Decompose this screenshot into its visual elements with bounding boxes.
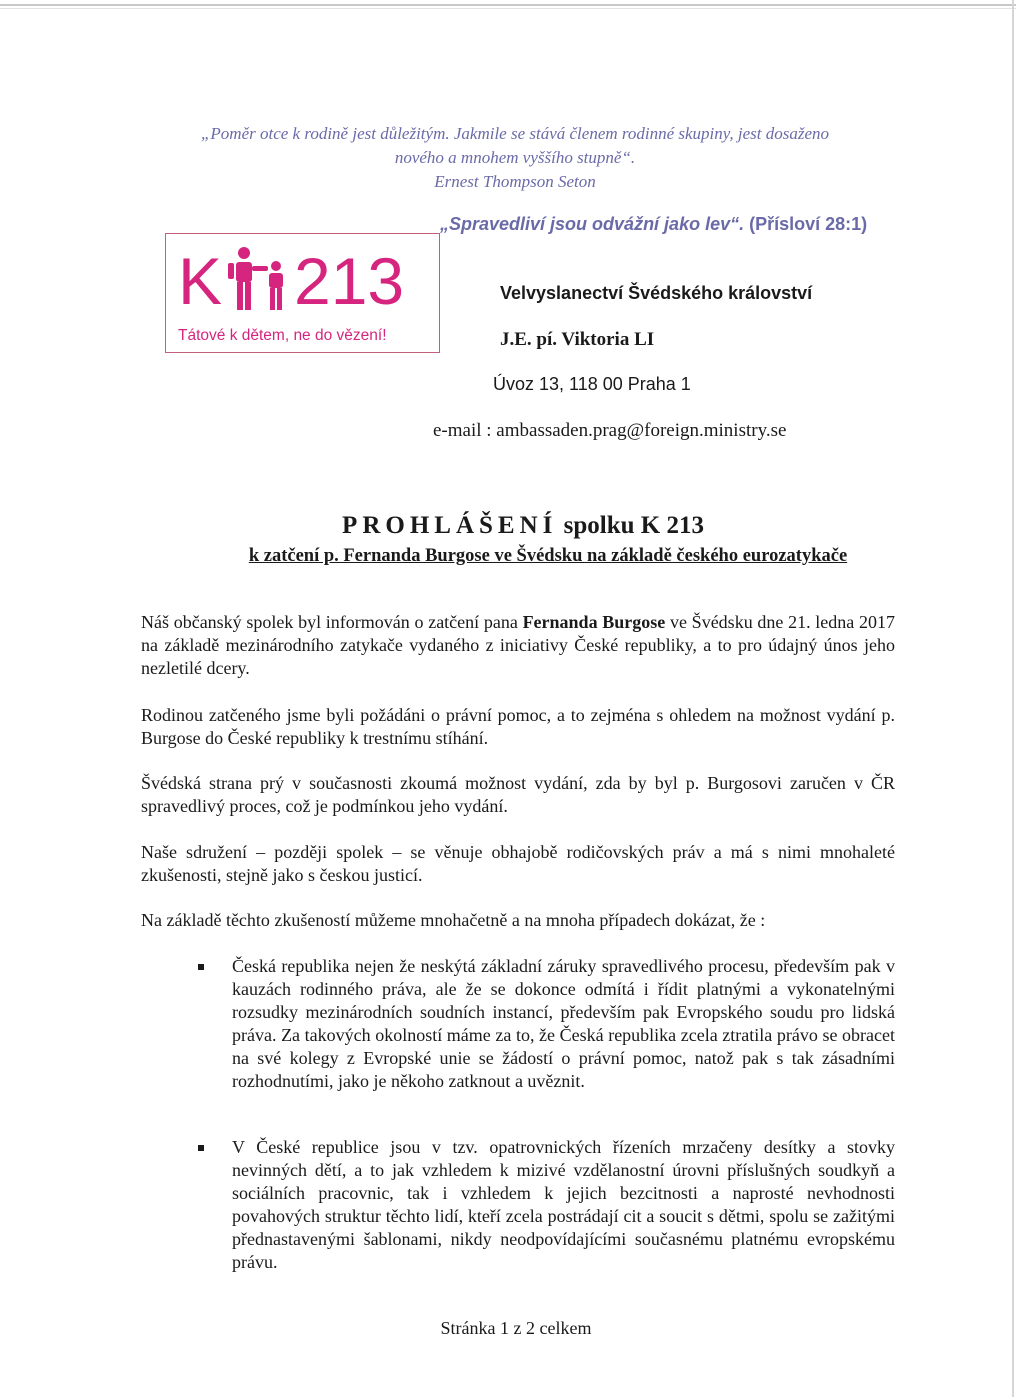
paragraph-2: Rodinou zatčeného jsme byli požádáni o právní pomoc, a to zejména s ohledem na možnost vydání p. Burgose do České republiky k trestnímu stíhání. — [141, 705, 895, 748]
document-subtitle: k zatčení p. Fernanda Burgose ve Švédsku na základě českého eurozatykače — [248, 546, 848, 566]
bullet-list — [198, 1136, 895, 1274]
k213-logo — [165, 233, 440, 353]
list-item — [198, 1136, 895, 1274]
scan-edge — [1012, 0, 1014, 1397]
motto-author: Ernest Thompson Seton — [434, 172, 596, 191]
list-item-text: V České republice jsou v tzv. opatrovnických řízeních mrzačeny desítky a stovky nevinných dětí, a to jak vzhledem k mizivé vzdělanostní úrovni příslušných soudkyň a sociálních pracovnic, tak i vzhledem k jejich bezcitnosti a naprosté nevhodnosti povahových struktur těchto lidí, kteří zcela postrádají cit a soucit s dětmi, spolu se zažitými přednastavenými šablonami, nikdy neodpovídajícími současnému platnému evropskému právu. — [232, 1137, 895, 1272]
list-item-text: Česká republika nejen že neskýtá základní záruky spravedlivého procesu, především pak v kauzách rodinného práva, ale že se dokonce odmítá i řídit platnými a vykonatelnými rozsudky mezinárodních soudních instancí, především pak Evropského soudu pro lidská práva. Za takových okolností máme za to, že Česká republika zcela ztratila právo se obracet na své kolegy z Evropské unie se žádostí o právní pomoc, natož pak s tak zásadními rozhodnutími, jako je někoho zatknout a uvěznit. — [232, 956, 895, 1091]
father-child-icon — [224, 246, 296, 312]
scan-edge — [0, 8, 1016, 9]
recipient-email: e-mail : ambassaden.prag@foreign.ministry.se — [433, 420, 787, 441]
paragraph-4: Naše sdružení – později spolek – se věnuje obhajobě rodičovských práv a má s nimi mnohaleté zkušenosti, stejně jako s českou justicí. — [141, 842, 895, 885]
motto-line-1: „Poměr otce k rodině jest důležitým. Jakmile se stává členem rodinné skupiny, jest dosaženo — [200, 124, 830, 143]
bullet-icon — [198, 1145, 204, 1151]
logo-tagline: Tátové k dětem, ne do vězení! — [178, 327, 387, 344]
proverb-source: (Přísloví 28:1) — [744, 214, 868, 234]
paragraph-5: Na základě těchto zkušeností můžeme mnohačetně a na mnoha případech dokázat, že : — [141, 910, 766, 930]
title-word: PROHLÁŠENÍ — [342, 512, 558, 539]
paragraph-text: ve Švédsku dne 21. ledna 2017 na základě mezinárodního zatykače vydaného z iniciativy České republiky, a to pro údajný únos jeho nezletilé dcery. — [141, 612, 895, 678]
person-name: Fernanda Burgose — [522, 612, 666, 632]
motto-quote — [120, 122, 910, 194]
recipient-name: J.E. pí. Viktoria LI — [500, 329, 655, 350]
paragraph-3: Švédská strana prý v současnosti zkoumá možnost vydání, zda by byl p. Burgosovi zaručen v ČR spravedlivý proces, což je podmínkou jeho vydání. — [141, 773, 895, 816]
paragraph-text: Náš občanský spolek byl informován o zatčení pana — [141, 612, 523, 632]
document-title — [0, 512, 1016, 540]
list-item — [198, 955, 895, 1093]
paragraph-1 — [141, 611, 895, 680]
logo-letter: K — [178, 244, 223, 318]
bullet-list — [198, 955, 895, 1093]
title-rest: spolku K 213 — [557, 512, 704, 539]
recipient-street: Úvoz 13, 118 00 Praha 1 — [493, 374, 691, 394]
page-number: Stránka 1 z 2 celkem — [440, 1318, 592, 1338]
proverb-quote — [440, 212, 910, 236]
scan-edge — [0, 4, 1016, 6]
recipient-embassy: Velvyslanectví Švédského království — [500, 283, 813, 303]
motto-line-2: nového a mnohem vyššího stupně“. — [394, 148, 636, 167]
logo-number: 213 — [294, 244, 405, 318]
proverb-text: „Spravedliví jsou odvážní jako lev“. — [440, 214, 745, 234]
bullet-icon — [198, 964, 204, 970]
